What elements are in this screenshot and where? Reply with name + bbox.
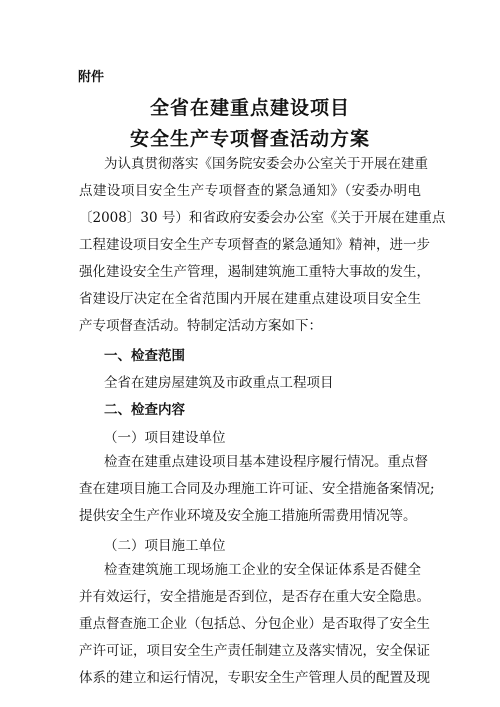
subsection-line: 查在建项目施工合同及办理施工许可证、安全措施备案情况; [79,481,435,497]
intro-line: 〔2008〕30 号）和省政府安委会办公室《关于开展在建重点 [79,210,446,226]
document-title-line-2: 安全生产专项督查活动方案 [129,128,370,150]
subsection-line: 体系的建立和运行情况，专职安全生产管理人员的配置及现 [79,670,430,686]
subsection-line: 检查在建重点建设项目基本建设程序履行情况。重点督 [104,454,428,470]
subsection-line: 提供安全生产作业环境及安全施工措施所需费用情况等。 [79,508,417,524]
subsection-line: 并有效运行，安全措施是否到位，是否存在重大安全隐患。 [79,589,430,605]
intro-line: 强化建设安全生产管理，遏制建筑施工重特大事故的发生， [79,264,430,280]
subsection-heading-builder: （一）项目建设单位 [104,430,226,446]
intro-line: 省建设厅决定在全省范围内开展在建重点建设项目安全生 [79,291,421,307]
intro-line: 为认真贯彻落实《国务院安委会办公室关于开展在建重 [104,156,428,172]
intro-line: 点建设项目安全生产专项督查的紧急通知》（安委办明电 [79,183,421,199]
subsection-line: 重点督查施工企业（包括总、分包企业）是否取得了安全生 [79,616,430,632]
intro-line: 产专项督查活动。特制定活动方案如下： [79,318,322,334]
subsection-line: 产许可证，项目安全生产责任制建立及落实情况，安全保证 [79,643,430,659]
intro-line: 工程建设项目安全生产专项督查的紧急通知》精神，进一步 [79,237,430,253]
section-heading-content: 二、检查内容 [104,402,185,418]
subsection-heading-contractor: （二）项目施工单位 [104,538,226,554]
subsection-line: 检查建筑施工现场施工企业的安全保证体系是否健全 [104,562,421,578]
section-scope-text: 全省在建房屋建筑及市政重点工程项目 [104,375,334,391]
document-title-line-1: 全省在建重点建设项目 [149,97,350,119]
section-heading-scope: 一、检查范围 [104,348,185,364]
attachment-label: 附件 [78,70,105,85]
